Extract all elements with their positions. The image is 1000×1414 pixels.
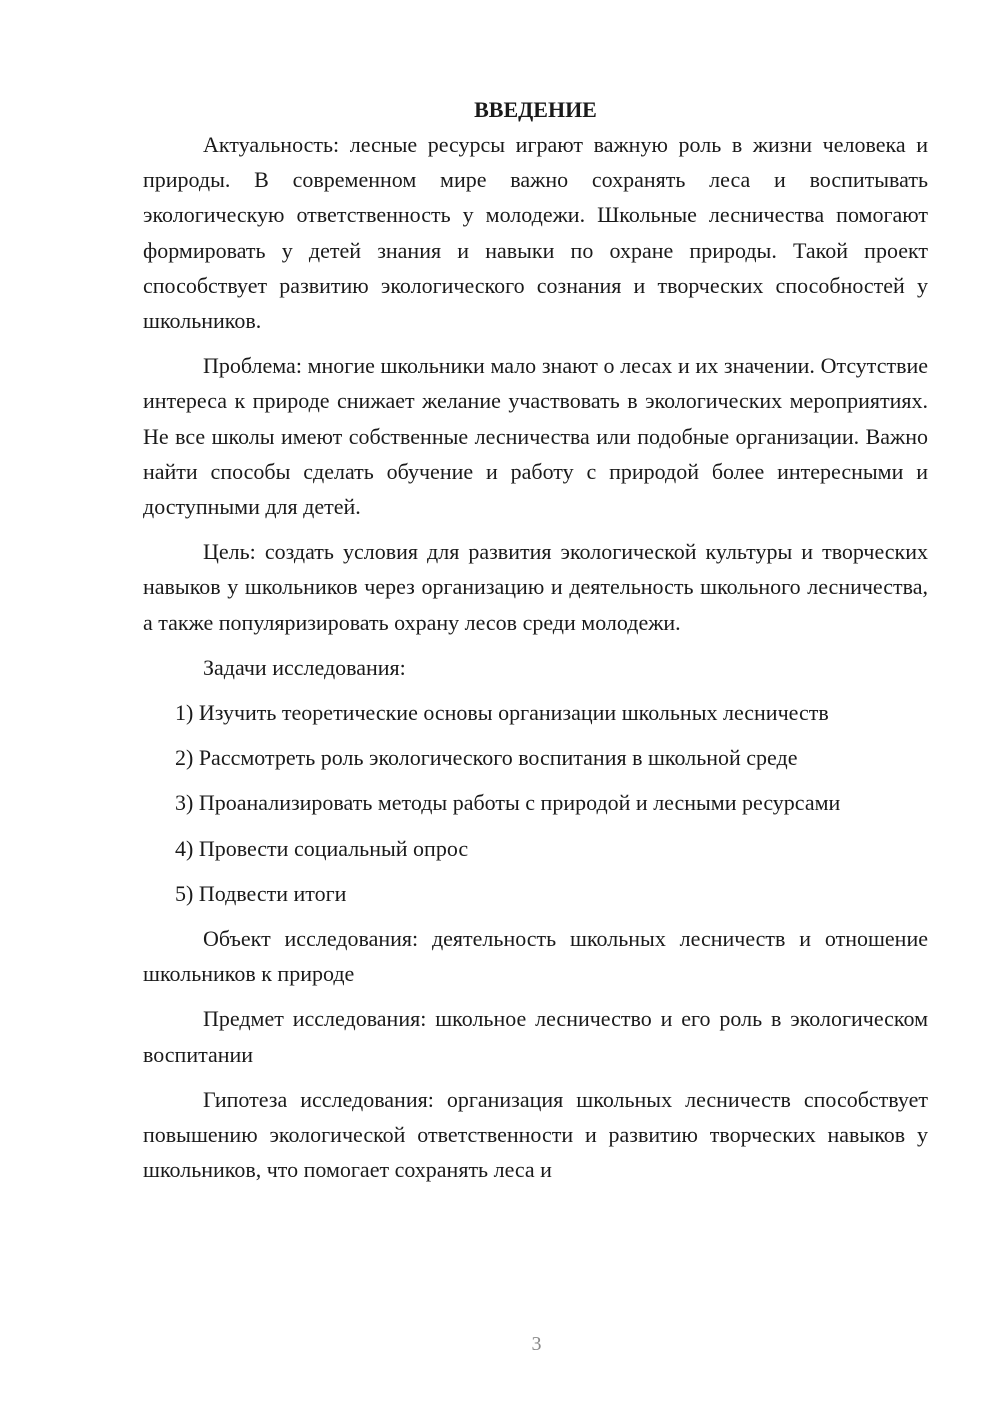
page-title: ВВЕДЕНИЕ [474,97,597,122]
page-number: 3 [531,1333,542,1355]
paragraph-subject: Предмет исследования: школьное лесничество и его роль в экологическом воспитании [143,1006,928,1067]
document-page [143,92,928,1197]
paragraph-goal: Цель: создать условия для развития экологической культуры и творческих навыков у школьников через организацию и деятельность школьного лесничества, а также популяризировать охрану лесов среди молодежи. [143,539,928,635]
paragraph-problem: Проблема: многие школьники мало знают о лесах и их значении. Отсутствие интереса к природе снижает желание участвовать в экологических мероприятиях. Не все школы имеют собственные лесничества или подобные организации. Важно найти способы сделать обучение и работу с природой более интересными и доступными для детей. [143,353,928,520]
task-item-2: 2) Рассмотреть роль экологического воспитания в школьной среде [175,745,798,771]
task-item-3: 3) Проанализировать методы работы с природой и лесными ресурсами [175,790,841,816]
paragraph-object: Объект исследования: деятельность школьных лесничеств и отношение школьников к природе [143,926,928,987]
paragraph-tasks-heading: Задачи исследования: [203,654,406,680]
paragraph-relevance: Актуальность: лесные ресурсы играют важную роль в жизни человека и природы. В современном мире важно сохранять леса и воспитывать экологическую ответственность у молодежи. Школьные лесничества помогают формировать у детей знания и навыки по охране природы. Такой проект способствует развитию экологического сознания и творческих способностей у школьников. [143,132,928,334]
paragraph-hypothesis: Гипотеза исследования: организация школьных лесничеств способствует повышению экологической ответственности и развитию творческих навыков у школьников, что помогает сохранять леса и [143,1086,928,1183]
task-item-5: 5) Подвести итоги [175,880,347,906]
task-item-1: 1) Изучить теоретические основы организации школьных лесничеств [175,700,829,726]
task-item-4: 4) Провести социальный опрос [175,835,469,861]
